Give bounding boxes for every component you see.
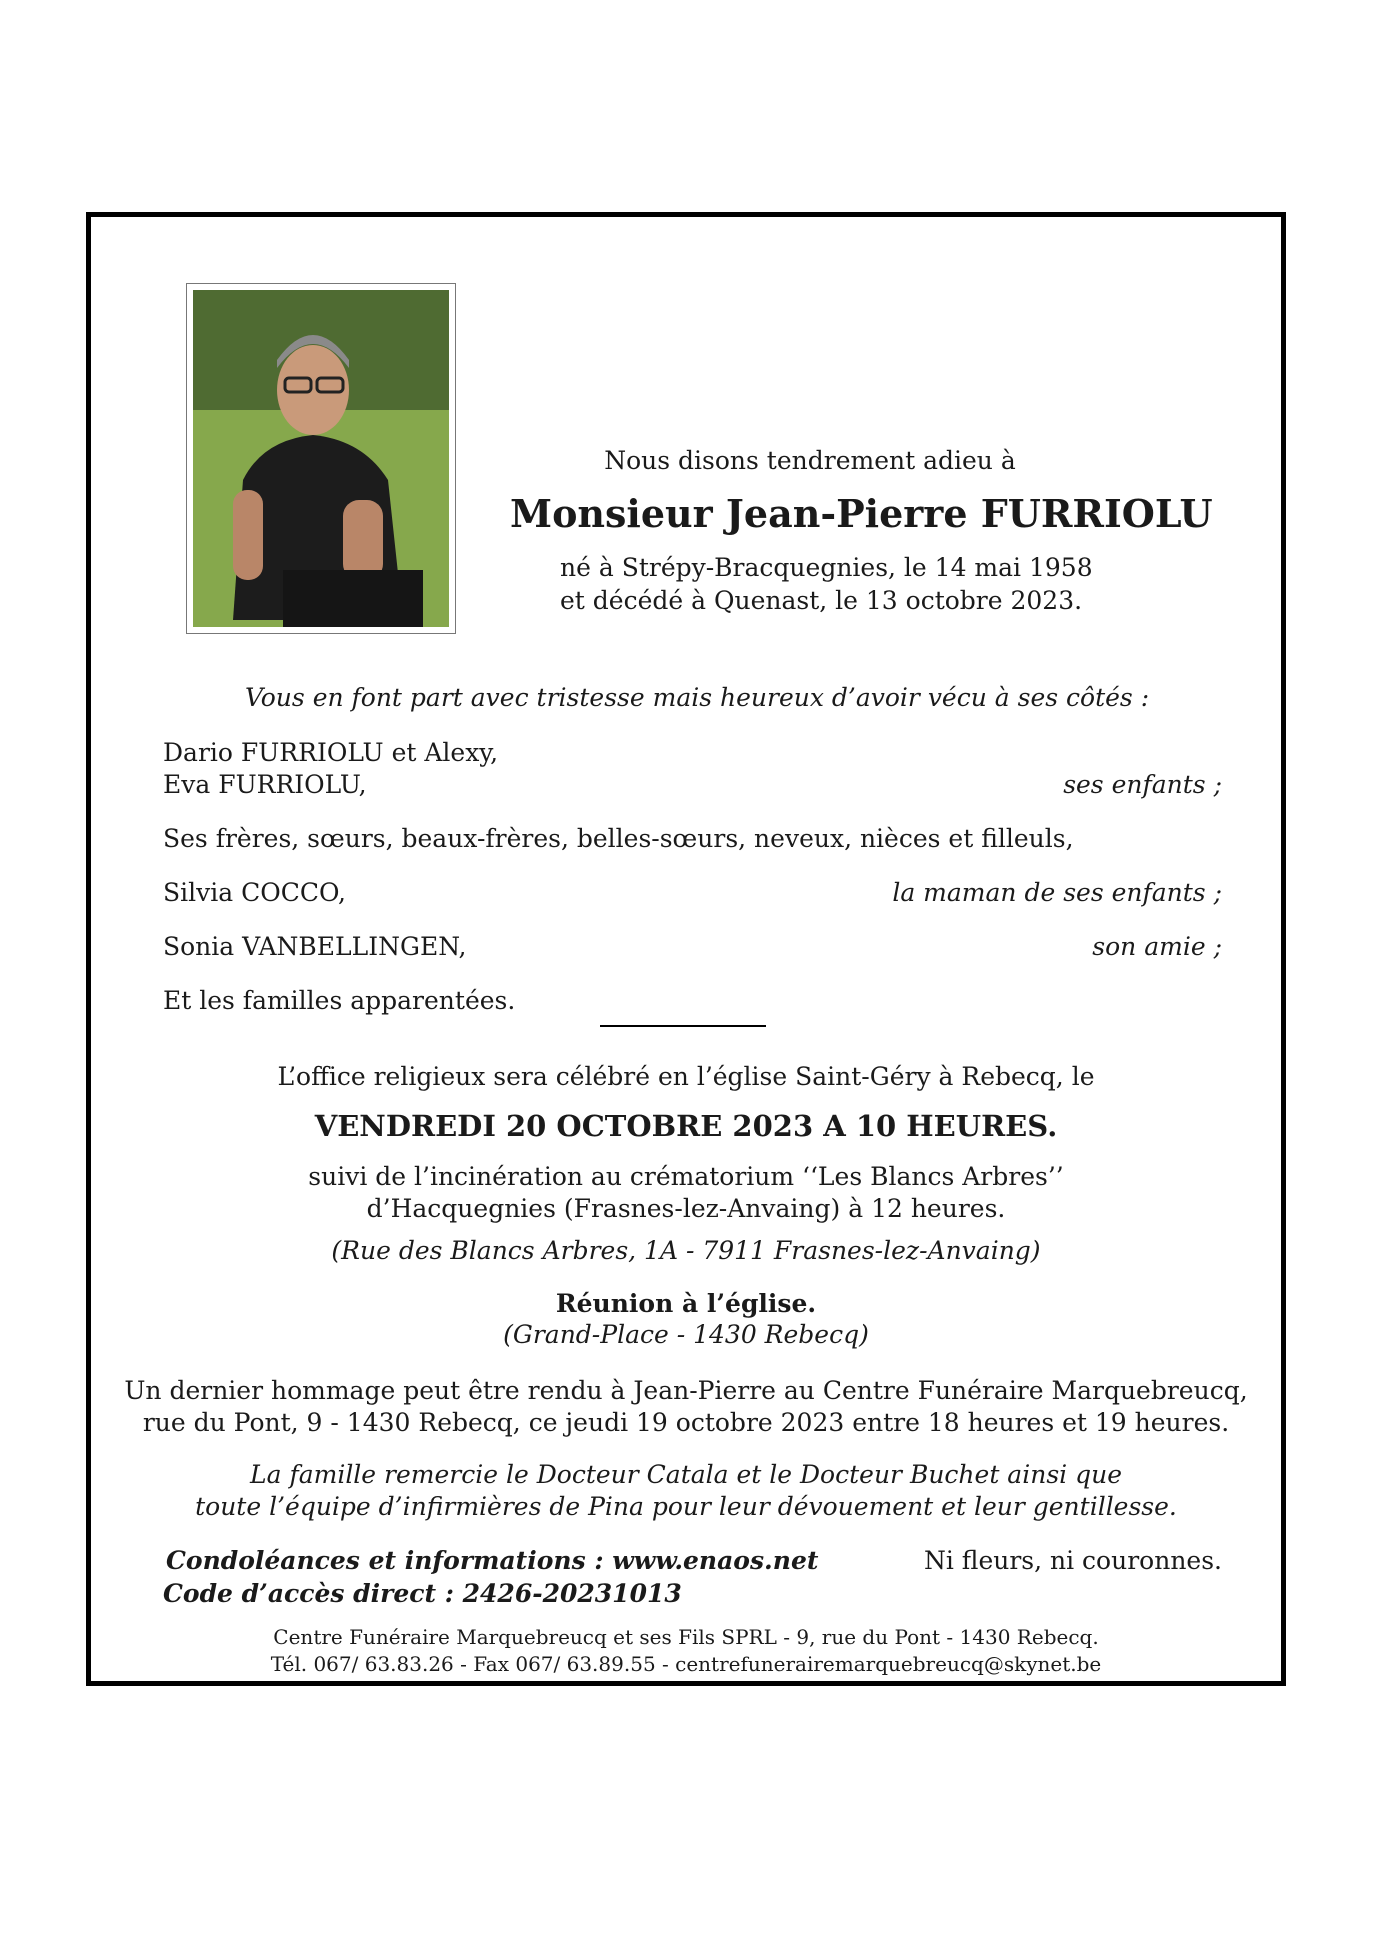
cremation-address: (Rue des Blancs Arbres, 1A - 7911 Frasnes-lez-Anvaing) [331, 1236, 1041, 1265]
thanks-line-2: toute l’équipe d’infirmières de Pina pour leur dévouement et leur gentillesse. [195, 1492, 1177, 1521]
office-line: L’office religieux sera célébré en l’église Saint-Géry à Rebecq, le [277, 1062, 1095, 1091]
access-code: Code d’accès direct : 2426-20231013 [163, 1579, 682, 1608]
siblings-line: Ses frères, sœurs, beaux-frères, belles-sœurs, neveux, nièces et filleuls, [163, 824, 1074, 853]
cremation-line-2: d’Hacquegnies (Frasnes-lez-Anvaing) à 12 heures. [366, 1194, 1006, 1223]
children-line-2: Eva FURRIOLU, [163, 770, 367, 799]
death-info: et décédé à Quenast, le 13 octobre 2023. [560, 586, 1083, 615]
children-line-1: Dario FURRIOLU et Alexy, [163, 738, 499, 767]
family-intro: Vous en font part avec tristesse mais heureux d’avoir vécu à ses côtés : [245, 683, 1150, 712]
condolences-line: Condoléances et informations : www.enaos.net [166, 1546, 819, 1575]
tribute-line-2: rue du Pont, 9 - 1430 Rebecq, ce jeudi 19 octobre 2023 entre 18 heures et 19 heures. [142, 1408, 1230, 1437]
meeting-address: (Grand-Place - 1430 Rebecq) [503, 1320, 869, 1349]
separator-line [600, 1025, 766, 1027]
mother-role: la maman de ses enfants ; [892, 878, 1222, 907]
portrait-figure [193, 290, 449, 627]
birth-info: né à Strépy-Bracquegnies, le 14 mai 1958 [560, 553, 1093, 582]
tribute-line-1: Un dernier hommage peut être rendu à Jean-Pierre au Centre Funéraire Marquebreucq, [124, 1376, 1248, 1405]
contact-line: Tél. 067/ 63.83.26 - Fax 067/ 63.89.55 - centrefunerairemarquebreucq@skynet.be [270, 1652, 1102, 1676]
friend-name: Sonia VANBELLINGEN, [163, 932, 467, 961]
meeting-line: Réunion à l’église. [555, 1289, 817, 1318]
company-line: Centre Funéraire Marquebreucq et ses Fils SPRL - 9, rue du Pont - 1430 Rebecq. [273, 1625, 1099, 1649]
cremation-line-1: suivi de l’incinération au crématorium ‘‘Les Blancs Arbres’’ [308, 1162, 1064, 1191]
deceased-name: Monsieur Jean-Pierre FURRIOLU [510, 491, 1213, 536]
friend-role: son amie ; [1092, 932, 1222, 961]
no-flowers: Ni fleurs, ni couronnes. [923, 1546, 1222, 1575]
ceremony-date: VENDREDI 20 OCTOBRE 2023 A 10 HEURES. [314, 1109, 1058, 1143]
intro-text: Nous disons tendrement adieu à [604, 446, 1016, 475]
relatives-line: Et les familles apparentées. [163, 986, 516, 1015]
children-role: ses enfants ; [1063, 770, 1222, 799]
thanks-line-1: La famille remercie le Docteur Catala et le Docteur Buchet ainsi que [250, 1460, 1122, 1489]
mother-name: Silvia COCCO, [163, 878, 346, 907]
portrait-photo [186, 283, 456, 634]
